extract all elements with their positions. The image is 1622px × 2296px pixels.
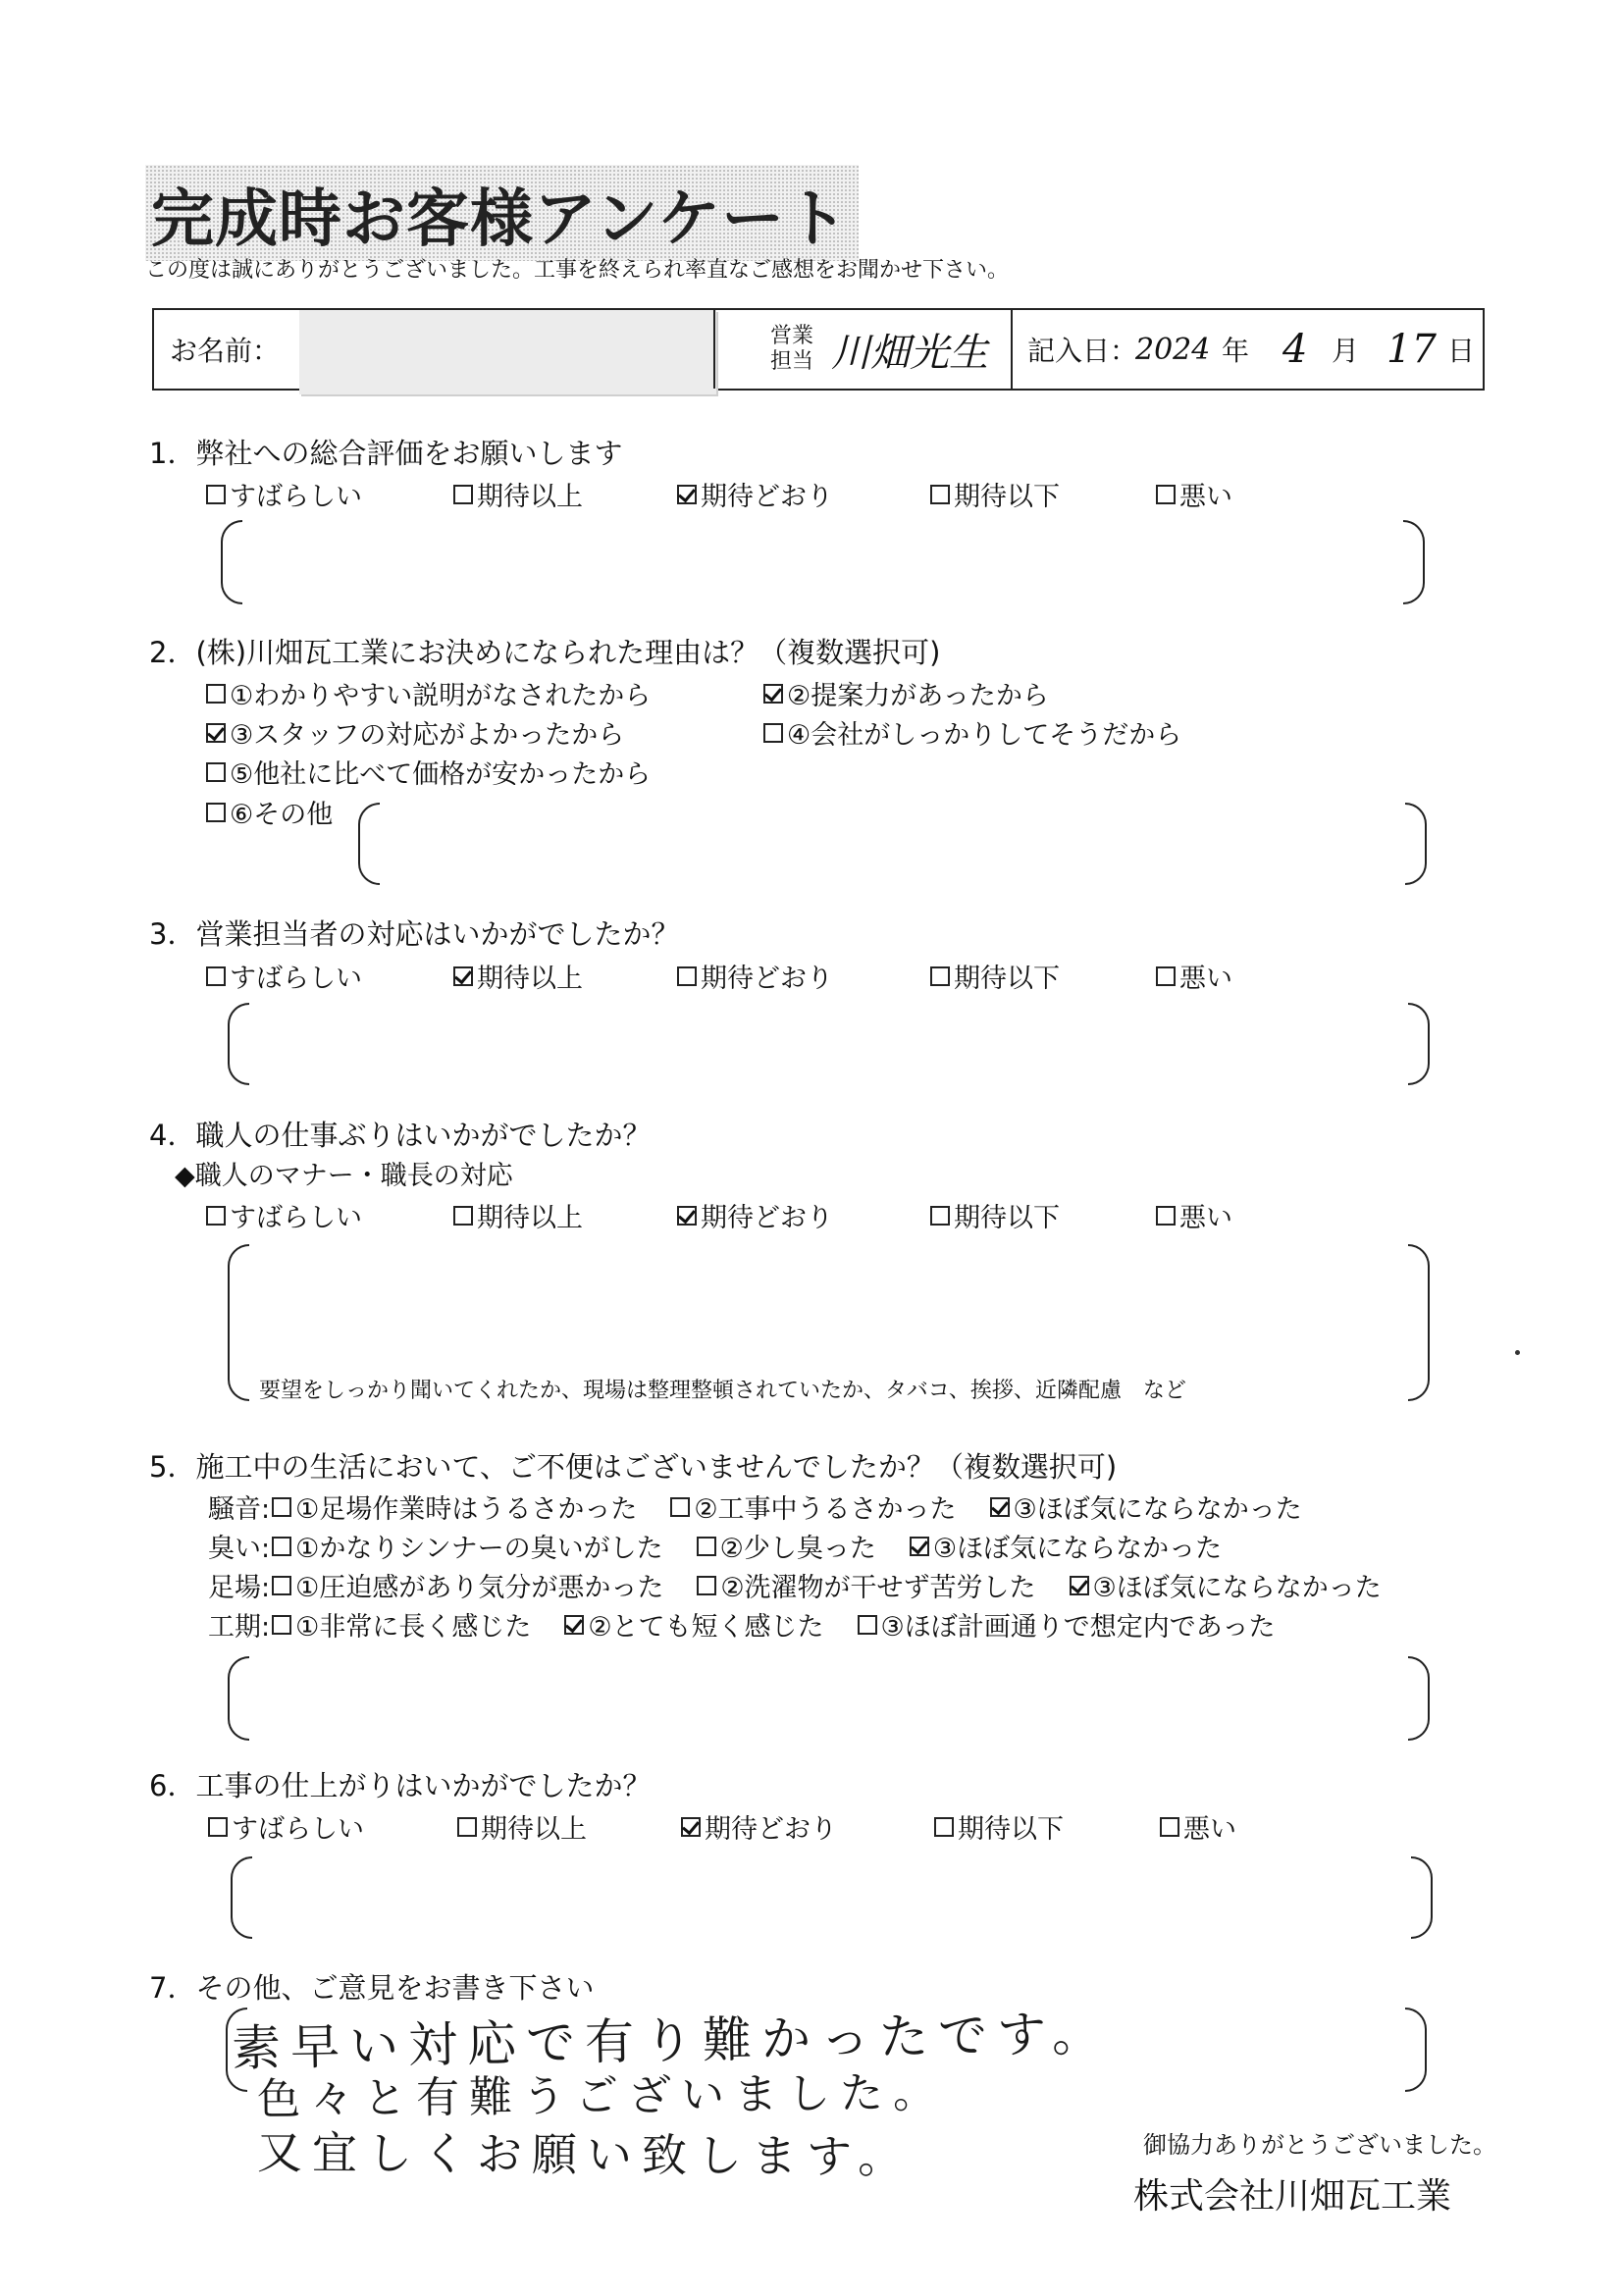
- year-unit: 年: [1222, 335, 1250, 367]
- q5-scaffold-option-1[interactable]: ①圧迫感があり気分が悪かった: [295, 1573, 664, 1603]
- q4-comment-bracket-left: [228, 1244, 249, 1401]
- month-value: 4: [1282, 327, 1308, 372]
- q5-row-period: [208, 1605, 1275, 1644]
- name-label: お名前：: [170, 335, 281, 367]
- q1-comment-bracket-left: [221, 520, 242, 604]
- q4-option-2[interactable]: 期待以上: [453, 1196, 583, 1234]
- q6-option-4[interactable]: 期待以下: [934, 1807, 1064, 1846]
- q3-label: 3．営業担当者の対応はいかがでしたか？: [149, 917, 680, 951]
- q1-option-1[interactable]: すばらしい: [206, 475, 362, 513]
- q2-other-bracket-right: [1405, 803, 1427, 885]
- checkbox[interactable]: [272, 1537, 291, 1556]
- q5-label: 5．施工中の生活において、ご不便はございませんでしたか？（複数選択可): [149, 1450, 1118, 1484]
- date-label: 記入日：: [1027, 335, 1138, 367]
- checkbox[interactable]: [453, 485, 473, 504]
- checkbox[interactable]: [1156, 1206, 1176, 1226]
- survey-title: 完成時お客様アンケート: [145, 165, 859, 261]
- q4-note: 要望をしっかり聞いてくれたか、現場は整理整頓されていたか、タバコ、挨拶、近隣配慮 など: [259, 1379, 1186, 1403]
- checkbox[interactable]: [763, 723, 783, 743]
- day-unit: 日: [1447, 335, 1476, 367]
- q4-comment-bracket-right: [1408, 1244, 1430, 1401]
- q1-option-4[interactable]: 期待以下: [930, 475, 1060, 513]
- q3-option-2[interactable]: 期待以上: [453, 957, 583, 995]
- q5-noise-option-2[interactable]: ②工事中うるさかった: [694, 1494, 957, 1525]
- year-value: 2024: [1135, 332, 1211, 367]
- checkbox[interactable]: [697, 1537, 716, 1556]
- checkbox-checked[interactable]: [1070, 1576, 1089, 1595]
- day-value: 17: [1387, 327, 1437, 372]
- q2-option-2[interactable]: ②提案力があったから: [763, 674, 1049, 712]
- q5-comment-bracket-left: [228, 1656, 249, 1741]
- q4-label: 4．職人の仕事ぶりはいかがでしたか？: [149, 1119, 652, 1152]
- checkbox[interactable]: [206, 803, 226, 822]
- q5-period-option-2[interactable]: ②とても短く感じた: [588, 1612, 824, 1643]
- q5-period-head: 工期:: [208, 1612, 271, 1643]
- q1-option-5[interactable]: 悪い: [1156, 475, 1232, 513]
- q2-label: 2．(株)川畑瓦工業にお決めになられた理由は？（複数選択可): [149, 636, 941, 669]
- q5-smell-option-3[interactable]: ③ほぼ気にならなかった: [932, 1534, 1223, 1564]
- checkbox[interactable]: [206, 684, 226, 704]
- month-unit: 月: [1332, 335, 1360, 367]
- q4-option-3[interactable]: 期待どおり: [677, 1196, 833, 1234]
- checkbox[interactable]: [453, 1206, 473, 1226]
- checkbox[interactable]: [930, 485, 950, 504]
- checkbox-checked[interactable]: [206, 723, 226, 743]
- checkbox[interactable]: [1160, 1817, 1179, 1837]
- survey-subtitle: この度は誠にありがとうございました。工事を終えられ率直なご感想をお聞かせ下さい。: [145, 258, 1010, 283]
- q5-comment-bracket-right: [1408, 1656, 1430, 1741]
- q7-handwritten-line-2: 色々と有難うございました。: [256, 2067, 947, 2125]
- checkbox[interactable]: [934, 1817, 954, 1837]
- q7-handwritten-line-3: 又宜しくお願い致します。: [256, 2125, 914, 2184]
- checkbox-checked[interactable]: [677, 1206, 697, 1226]
- q5-period-option-1[interactable]: ①非常に長く感じた: [295, 1612, 532, 1643]
- q5-scaffold-option-2[interactable]: ②洗濯物が干せず苦労した: [720, 1573, 1036, 1603]
- sales-label-bottom: 担当: [770, 349, 814, 374]
- q3-option-1[interactable]: すばらしい: [206, 957, 362, 995]
- q6-option-2[interactable]: 期待以上: [457, 1807, 587, 1846]
- checkbox[interactable]: [930, 966, 950, 986]
- q7-comment-bracket-right: [1405, 2008, 1427, 2092]
- checkbox-checked[interactable]: [453, 966, 473, 986]
- q5-row-smell: [208, 1527, 1222, 1565]
- q2-option-5[interactable]: ⑤他社に比べて価格が安かったから: [206, 753, 651, 791]
- checkbox[interactable]: [677, 966, 697, 986]
- q1-comment-bracket-right: [1403, 520, 1425, 604]
- q2-option-4[interactable]: ④会社がしっかりしてそうだから: [763, 713, 1181, 752]
- q2-option-3[interactable]: ③スタッフの対応がよかったから: [206, 713, 624, 752]
- q5-row-noise: [208, 1487, 1302, 1526]
- footer-company: 株式会社川畑瓦工業: [1133, 2176, 1452, 2217]
- checkbox[interactable]: [457, 1817, 477, 1837]
- q5-smell-option-1[interactable]: ①かなりシンナーの臭いがした: [295, 1534, 663, 1564]
- q5-smell-head: 臭い:: [208, 1534, 271, 1564]
- q4-sub-label: ◆職人のマナー・職長の対応: [175, 1161, 513, 1191]
- q5-scaffold-head: 足場:: [208, 1573, 271, 1603]
- sales-label: [770, 310, 813, 389]
- q6-option-5[interactable]: 悪い: [1160, 1807, 1236, 1846]
- checkbox[interactable]: [206, 1206, 226, 1226]
- q7-label: 7．その他、ご意見をお書き下さい: [149, 1971, 595, 2005]
- checkbox-checked[interactable]: [564, 1615, 584, 1635]
- q3-option-3[interactable]: 期待どおり: [677, 957, 833, 995]
- sales-person: 川畑光生: [831, 330, 988, 376]
- checkbox[interactable]: [1156, 485, 1176, 504]
- checkbox[interactable]: [206, 762, 226, 782]
- q6-comment-bracket-left: [231, 1856, 252, 1939]
- q5-noise-option-3[interactable]: ③ほぼ気にならなかった: [1013, 1494, 1302, 1525]
- checkbox[interactable]: [208, 1817, 228, 1837]
- q1-option-2[interactable]: 期待以上: [453, 475, 583, 513]
- checkbox-checked[interactable]: [990, 1497, 1010, 1517]
- checkbox[interactable]: [670, 1497, 690, 1517]
- checkbox[interactable]: [930, 1206, 950, 1226]
- q6-label: 6．工事の仕上がりはいかがでしたか？: [149, 1769, 652, 1802]
- checkbox[interactable]: [272, 1576, 291, 1595]
- q5-scaffold-option-3[interactable]: ③ほぼ気にならなかった: [1092, 1573, 1382, 1603]
- q5-noise-option-1[interactable]: ①足場作業時はうるさかった: [295, 1494, 638, 1525]
- q4-option-4[interactable]: 期待以下: [930, 1196, 1060, 1234]
- checkbox[interactable]: [697, 1576, 716, 1595]
- name-field-redacted: [299, 310, 716, 394]
- q5-noise-head: 騒音:: [208, 1494, 271, 1525]
- q3-option-4[interactable]: 期待以下: [930, 957, 1060, 995]
- q6-option-3[interactable]: 期待どおり: [681, 1807, 837, 1846]
- checkbox[interactable]: [1156, 966, 1176, 986]
- checkbox-checked[interactable]: [763, 684, 783, 704]
- header-box: [152, 308, 1485, 391]
- checkbox[interactable]: [206, 966, 226, 986]
- sales-label-top: 営業: [770, 324, 814, 348]
- q3-option-5[interactable]: 悪い: [1156, 957, 1232, 995]
- q4-option-1[interactable]: すばらしい: [206, 1196, 362, 1234]
- checkbox[interactable]: [858, 1615, 877, 1635]
- checkbox[interactable]: [272, 1497, 291, 1517]
- q6-comment-bracket-right: [1411, 1856, 1433, 1939]
- footer-thanks: 御協力ありがとうございました。: [1143, 2131, 1496, 2159]
- checkbox[interactable]: [206, 485, 226, 504]
- q3-comment-bracket-left: [228, 1003, 249, 1085]
- q3-comment-bracket-right: [1408, 1003, 1430, 1085]
- scan-speck: [1515, 1350, 1520, 1355]
- q6-option-1[interactable]: すばらしい: [208, 1807, 364, 1846]
- q5-smell-option-2[interactable]: ②少し臭った: [719, 1534, 876, 1564]
- q2-other-bracket-left: [358, 803, 380, 885]
- q4-option-5[interactable]: 悪い: [1156, 1196, 1232, 1234]
- q7-handwritten-line-1: 素早い対応で有り難かったです。: [231, 2005, 1112, 2077]
- checkbox-checked[interactable]: [681, 1817, 701, 1837]
- q1-option-3[interactable]: 期待どおり: [677, 475, 833, 513]
- q5-period-option-3[interactable]: ③ほぼ計画通りで想定内であった: [880, 1612, 1276, 1643]
- q5-row-scaffold: [208, 1566, 1382, 1604]
- checkbox-checked[interactable]: [677, 485, 697, 504]
- q1-label: 1．弊社への総合評価をお願いします: [149, 437, 623, 470]
- checkbox[interactable]: [272, 1615, 291, 1635]
- checkbox-checked[interactable]: [910, 1537, 929, 1556]
- q2-option-6[interactable]: ⑥その他: [206, 793, 333, 831]
- q2-option-1[interactable]: ①わかりやすい説明がなされたから: [206, 674, 651, 712]
